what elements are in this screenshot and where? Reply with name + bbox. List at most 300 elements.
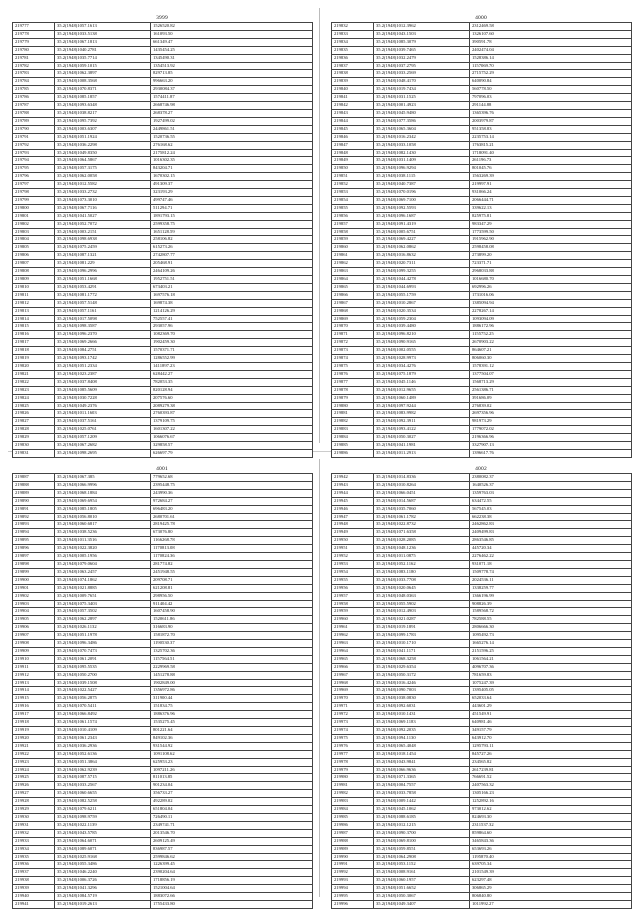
amount-cell: 1640526.37 (470, 481, 632, 489)
amount-cell: 2066444.71 (470, 196, 632, 204)
amount-cell: 673076.80 (151, 529, 313, 537)
amount-cell: 752557.41 (151, 315, 313, 323)
reference-cell: 35.2(1948)1065.4048 (374, 742, 470, 750)
record-id-cell: 219964 (332, 647, 374, 655)
reference-cell: 35.2(1948)1057.1613 (55, 23, 151, 31)
record-id-cell: 219848 (332, 149, 374, 157)
reference-cell: 35.2(1948)1045.1062 (374, 806, 470, 814)
amount-cell: 560778.50 (470, 86, 632, 94)
reference-cell: 35.2(1948)1022.1139 (55, 821, 151, 829)
amount-cell: 811013.85 (151, 774, 313, 782)
record-id-cell: 219777 (13, 23, 55, 31)
record-id-cell: 219786 (13, 94, 55, 102)
table-row (13, 655, 313, 663)
table-row (13, 94, 313, 102)
record-id-cell: 219934 (13, 845, 55, 853)
record-id-cell: 219961 (332, 624, 374, 632)
record-id-cell: 219797 (13, 181, 55, 189)
reference-cell: 35.2(1948)1066.8492 (55, 711, 151, 719)
amount-cell: 1568713.29 (470, 378, 632, 386)
record-id-cell: 219966 (332, 663, 374, 671)
table-row (332, 38, 632, 46)
amount-cell: 2089279.38 (151, 402, 313, 410)
record-id-cell: 219989 (332, 845, 374, 853)
record-id-cell: 219924 (13, 766, 55, 774)
record-id-cell: 219875 (332, 362, 374, 370)
record-id-cell: 219859 (332, 236, 374, 244)
amount-cell: 779652.68 (151, 474, 313, 482)
reference-cell: 35.2(1948)1052.7072 (55, 220, 151, 228)
table-row (332, 323, 632, 331)
page-title: 3999 (156, 15, 168, 21)
record-id-cell: 219815 (13, 323, 55, 331)
reference-cell: 35.2(1948)1010.1431 (374, 711, 470, 719)
reference-cell: 35.2(1948)1092.6031 (374, 703, 470, 711)
reference-cell: 35.2(1948)1069.1183 (374, 719, 470, 727)
record-id-cell: 219890 (13, 497, 55, 505)
reference-cell: 35.2(1948)1049.3407 (374, 900, 470, 908)
reference-cell: 35.2(1948)1016.8632 (374, 252, 470, 260)
reference-cell: 35.2(1948)1025.9168 (55, 853, 151, 861)
record-id-cell: 219784 (13, 78, 55, 86)
reference-cell: 35.2(1948)1062.9239 (55, 766, 151, 774)
amount-cell: 306865.29 (470, 885, 632, 893)
amount-cell: 1354513.92 (151, 62, 313, 70)
reference-cell: 35.2(1948)1003.2151 (55, 228, 151, 236)
amount-cell: 1226399.45 (151, 861, 313, 869)
amount-cell: 1166268.78 (151, 537, 313, 545)
record-id-cell: 219870 (332, 323, 374, 331)
table-row (13, 837, 313, 845)
record-id-cell: 219994 (332, 885, 374, 893)
amount-cell: 2968033.88 (470, 268, 632, 276)
amount-cell: 911404.42 (151, 600, 313, 608)
record-id-cell: 219965 (332, 655, 374, 663)
record-id-cell: 219982 (332, 790, 374, 798)
amount-cell: 845727.26 (470, 750, 632, 758)
reference-cell: 35.2(1948)1093.1742 (55, 355, 151, 363)
table-row (13, 616, 313, 624)
table-row (332, 133, 632, 141)
amount-cell: 1093094.09 (470, 315, 632, 323)
amount-cell: 2278267.14 (470, 307, 632, 315)
record-id-cell: 219990 (332, 853, 374, 861)
table-row (13, 798, 313, 806)
table-row (332, 331, 632, 339)
record-id-cell: 219910 (13, 655, 55, 663)
record-id-cell: 219953 (332, 560, 374, 568)
reference-cell: 35.2(1948)1069.4227 (374, 236, 470, 244)
amount-cell: 1155752.25 (470, 331, 632, 339)
reference-cell: 35.2(1948)1051.1668 (55, 276, 151, 284)
reference-cell: 35.2(1948)1075.2459 (55, 244, 151, 252)
table-row (13, 244, 313, 252)
reference-cell: 35.2(1948)1098.9759 (55, 813, 151, 821)
reference-cell: 35.2(1948)1014.5687 (374, 497, 470, 505)
amount-cell: 2561386.71 (470, 386, 632, 394)
reference-cell: 35.2(1948)1062.2897 (55, 616, 151, 624)
table-row (332, 276, 632, 284)
amount-cell: 1366196.99 (470, 592, 632, 600)
table-row (13, 632, 313, 640)
record-id-cell: 219946 (332, 505, 374, 513)
record-id-cell: 219798 (13, 189, 55, 197)
table-row (332, 885, 632, 893)
reference-cell: 35.2(1948)1096.2996 (55, 268, 151, 276)
reference-cell: 35.2(1948)1033.2569 (374, 70, 470, 78)
reference-cell: 35.2(1948)1073.3010 (55, 196, 151, 204)
table-row (13, 189, 313, 197)
table-row (332, 900, 632, 908)
reference-cell: 35.2(1948)1099.3255 (374, 268, 470, 276)
record-id-cell: 219810 (13, 283, 55, 291)
reference-cell: 35.2(1948)1019.1891 (374, 624, 470, 632)
amount-cell: 640090.84 (470, 78, 632, 86)
record-id-cell: 219892 (13, 513, 55, 521)
amount-cell: 1535275.45 (151, 719, 313, 727)
reference-cell: 35.2(1948)1093.6348 (55, 102, 151, 110)
amount-cell: 2151596.25 (470, 647, 632, 655)
table-row (332, 758, 632, 766)
reference-cell: 35.2(1948)1075.1879 (374, 370, 470, 378)
record-id-cell: 219796 (13, 173, 55, 181)
record-id-cell: 219927 (13, 790, 55, 798)
reference-cell: 35.2(1948)1092.3911 (374, 418, 470, 426)
reference-cell: 35.2(1948)1008.9161 (374, 869, 470, 877)
table-row (332, 220, 632, 228)
amount-cell: 1157564.51 (151, 655, 313, 663)
record-id-cell: 219834 (332, 38, 374, 46)
amount-cell: 2715752.29 (470, 70, 632, 78)
record-id-cell: 219778 (13, 30, 55, 38)
table-row (13, 734, 313, 742)
amount-cell: 205468.91 (151, 260, 313, 268)
reference-cell: 35.2(1948)1066.9636 (374, 766, 470, 774)
amount-cell: 1915962.90 (470, 236, 632, 244)
reference-cell: 35.2(1948)1091.4319 (374, 220, 470, 228)
reference-cell: 35.2(1948)1039.4480 (374, 323, 470, 331)
amount-cell: 323193.29 (151, 189, 313, 197)
reference-cell: 35.2(1948)1096.3486 (55, 640, 151, 648)
amount-cell: 1601307.22 (151, 426, 313, 434)
amount-cell: 1011992.27 (470, 900, 632, 908)
amount-cell: 2599358.75 (151, 220, 313, 228)
table-row (332, 434, 632, 442)
record-id-cell: 219884 (332, 434, 374, 442)
reference-cell: 35.2(1948)1010.2867 (374, 299, 470, 307)
table-row (332, 719, 632, 727)
record-id-cell: 219868 (332, 307, 374, 315)
reference-cell: 35.2(1948)1068.1884 (55, 489, 151, 497)
table-row (13, 70, 313, 78)
table-row (13, 537, 313, 545)
table-row (13, 640, 313, 648)
amount-cell: 1697576.18 (151, 291, 313, 299)
table-row (13, 711, 313, 719)
record-id-cell: 219856 (332, 212, 374, 220)
record-id-cell: 219795 (13, 165, 55, 173)
table-row (332, 782, 632, 790)
table-row (332, 750, 632, 758)
table-row (13, 592, 313, 600)
table-row (332, 268, 632, 276)
amount-cell: 316683.90 (151, 624, 313, 632)
reference-cell: 35.2(1948)1012.9655 (374, 386, 470, 394)
reference-cell: 35.2(1948)1083.9982 (374, 410, 470, 418)
table-row (332, 315, 632, 323)
record-id-cell: 219827 (13, 418, 55, 426)
record-id-cell: 219918 (13, 719, 55, 727)
reference-cell: 35.2(1948)1060.6655 (55, 790, 151, 798)
record-id-cell: 219781 (13, 54, 55, 62)
amount-cell: 161093.50 (151, 30, 313, 38)
reference-cell: 35.2(1948)1092.5593 (374, 204, 470, 212)
reference-cell: 35.2(1948)1060.6817 (55, 521, 151, 529)
table-row (332, 117, 632, 125)
amount-cell: 981973.29 (470, 418, 632, 426)
reference-cell: 35.2(1948)1021.8885 (55, 584, 151, 592)
reference-cell: 35.2(1948)1028.9973 (374, 355, 470, 363)
reference-cell: 35.2(1948)1020.7311 (374, 260, 470, 268)
amount-cell: 2449861.51 (151, 125, 313, 133)
record-id-cell: 219913 (13, 679, 55, 687)
reference-cell: 35.2(1948)1077.3586 (374, 117, 470, 125)
reference-cell: 35.2(1948)1098.6938 (55, 236, 151, 244)
reference-cell: 35.2(1948)1050.2700 (55, 671, 151, 679)
reference-cell: 35.2(1948)1071.3365 (374, 774, 470, 782)
reference-cell: 35.2(1948)1033.7708 (374, 576, 470, 584)
amount-cell: 1520611.86 (151, 616, 313, 624)
amount-cell: 652033.64 (470, 695, 632, 703)
record-id-cell: 219970 (332, 695, 374, 703)
record-id-cell: 219938 (13, 877, 55, 885)
reference-cell: 35.2(1948)1032.2479 (374, 54, 470, 62)
record-id-cell: 219853 (332, 189, 374, 197)
reference-cell: 35.2(1948)1048.4170 (374, 78, 470, 86)
table-row (13, 30, 313, 38)
record-id-cell: 219926 (13, 782, 55, 790)
table-row (13, 252, 313, 260)
table-row (13, 339, 313, 347)
amount-cell: 1520736.55 (151, 133, 313, 141)
amount-cell: 2312469.58 (470, 23, 632, 31)
amount-cell: 1651128.59 (151, 228, 313, 236)
table-row (332, 497, 632, 505)
table-row (332, 869, 632, 877)
table-row (332, 386, 632, 394)
record-id-cell: 219944 (332, 489, 374, 497)
amount-cell: 2670903.22 (470, 339, 632, 347)
table-row (13, 236, 313, 244)
table-row (13, 687, 313, 695)
amount-cell: 836987.57 (151, 845, 313, 853)
amount-cell: 2617239.81 (470, 766, 632, 774)
amount-cell: 859864.60 (470, 829, 632, 837)
record-id-cell: 219840 (332, 86, 374, 94)
reference-cell: 35.2(1948)1016.2342 (374, 133, 470, 141)
reference-cell: 35.2(1948)1030.7228 (55, 394, 151, 402)
table-row (332, 576, 632, 584)
reference-cell: 35.2(1948)1012.5582 (55, 181, 151, 189)
record-id-cell: 219811 (13, 291, 55, 299)
table-row (13, 62, 313, 70)
page-3999 (12, 14, 312, 458)
table-row (13, 750, 313, 758)
record-id-cell: 219878 (332, 386, 374, 394)
reference-cell: 35.2(1948)1041.1981 (374, 442, 470, 450)
reference-cell: 35.2(1948)1022.3820 (55, 545, 151, 553)
table-row (13, 38, 313, 46)
amount-cell: 1190530.37 (151, 640, 313, 648)
reference-cell: 35.2(1948)1012.1215 (374, 821, 470, 829)
record-id-cell: 219908 (13, 640, 55, 648)
table-row (332, 687, 632, 695)
record-id-cell: 219857 (332, 220, 374, 228)
table-row (332, 86, 632, 94)
data-table (12, 22, 313, 458)
record-id-cell: 219962 (332, 632, 374, 640)
table-row (332, 647, 632, 655)
table-row (13, 125, 313, 133)
table-row (13, 829, 313, 837)
table-row (332, 545, 632, 553)
record-id-cell: 219824 (13, 394, 55, 402)
amount-cell: 931544.92 (151, 742, 313, 750)
record-id-cell: 219794 (13, 157, 55, 165)
table-row (13, 695, 313, 703)
amount-cell: 1356972.86 (151, 687, 313, 695)
record-id-cell: 219954 (332, 568, 374, 576)
reference-cell: 35.2(1948)1090.9165 (374, 339, 470, 347)
table-row (13, 442, 313, 450)
table-row (13, 560, 313, 568)
table-row (13, 109, 313, 117)
amount-cell: 3465843.36 (470, 837, 632, 845)
amount-cell: 1305166.23 (470, 790, 632, 798)
table-row (13, 331, 313, 339)
table-row (13, 402, 313, 410)
table-row (13, 212, 313, 220)
table-row (332, 78, 632, 86)
amount-cell: 1718856.19 (151, 877, 313, 885)
amount-cell: 311900.44 (151, 695, 313, 703)
record-id-cell: 219887 (13, 474, 55, 482)
amount-cell: 1091108.62 (151, 750, 313, 758)
table-row (332, 370, 632, 378)
amount-cell: 339622.13 (470, 204, 632, 212)
reference-cell: 35.2(1948)1011.3516 (55, 537, 151, 545)
amount-cell: 2464109.26 (151, 268, 313, 276)
amount-cell: 692996.26 (470, 283, 632, 291)
reference-cell: 35.2(1948)1060.1957 (374, 877, 470, 885)
table-row (332, 23, 632, 31)
table-row (332, 837, 632, 845)
reference-cell: 35.2(1948)1050.3067 (374, 893, 470, 901)
record-id-cell: 219893 (13, 521, 55, 529)
reference-cell: 35.2(1948)1037.2795 (374, 62, 470, 70)
amount-cell: 1773599.50 (470, 228, 632, 236)
amount-cell: 806840.80 (470, 893, 632, 901)
table-row (332, 505, 632, 513)
amount-cell: 151834.75 (151, 703, 313, 711)
table-row (332, 244, 632, 252)
table-row (13, 813, 313, 821)
record-id-cell: 219952 (332, 553, 374, 561)
table-row (13, 782, 313, 790)
reference-cell: 35.2(1948)1040.7387 (374, 181, 470, 189)
amount-cell: 1095492.73 (470, 632, 632, 640)
table-row (332, 798, 632, 806)
reference-cell: 35.2(1948)1062.3897 (55, 70, 151, 78)
reference-cell: 35.2(1948)1008.3568 (55, 78, 151, 86)
reference-cell: 35.2(1948)1057.5148 (55, 299, 151, 307)
table-row (332, 608, 632, 616)
column-divider-bottom (319, 459, 320, 897)
reference-cell: 35.2(1948)1010.1710 (374, 640, 470, 648)
record-id-cell: 219943 (332, 481, 374, 489)
record-id-cell: 219992 (332, 869, 374, 877)
reference-cell: 35.2(1948)1075.3403 (55, 600, 151, 608)
table-row (13, 600, 313, 608)
record-id-cell: 219837 (332, 62, 374, 70)
table-row (13, 307, 313, 315)
record-id-cell: 219830 (13, 442, 55, 450)
reference-cell: 35.2(1948)1049.8350 (55, 149, 151, 157)
reference-cell: 35.2(1948)1067.1813 (55, 38, 151, 46)
reference-cell: 35.2(1948)1069.2666 (55, 339, 151, 347)
record-id-cell: 219813 (13, 307, 55, 315)
table-row (13, 474, 313, 482)
amount-cell: 820128.94 (151, 386, 313, 394)
reference-cell: 35.2(1948)1028.2085 (374, 537, 470, 545)
amount-cell: 1570371.71 (151, 347, 313, 355)
record-id-cell: 219996 (332, 900, 374, 908)
reference-cell: 35.2(1948)1096.1687 (374, 212, 470, 220)
reference-cell: 35.2(1948)1057.3175 (55, 165, 151, 173)
reference-cell: 35.2(1948)1033.2567 (55, 782, 151, 790)
amount-cell: 1574411.87 (151, 94, 313, 102)
column-divider-top (319, 8, 320, 443)
record-id-cell: 219985 (332, 813, 374, 821)
amount-cell: 996663.20 (151, 78, 313, 86)
record-id-cell: 219871 (332, 331, 374, 339)
reference-cell: 35.2(1948)1053.4291 (55, 283, 151, 291)
amount-cell: 2451948.55 (151, 568, 313, 576)
page-4000 (331, 14, 631, 458)
amount-cell: 491309.37 (151, 181, 313, 189)
record-id-cell: 219847 (332, 141, 374, 149)
amount-cell: 2175812.24 (151, 149, 313, 157)
amount-cell: 1902849.00 (151, 679, 313, 687)
table-row (332, 663, 632, 671)
record-id-cell: 219779 (13, 38, 55, 46)
reference-cell: 35.2(1948)1088.6185 (374, 813, 470, 821)
reference-cell: 35.2(1948)1096.9294 (374, 165, 470, 173)
amount-cell: 511294.71 (151, 204, 313, 212)
table-row (332, 584, 632, 592)
amount-cell: 1763815.21 (470, 141, 632, 149)
amount-cell: 972684.27 (151, 497, 313, 505)
reference-cell: 35.2(1948)1033.7858 (374, 790, 470, 798)
amount-cell: 653693.26 (470, 845, 632, 853)
table-row (13, 165, 313, 173)
table-row (13, 355, 313, 363)
reference-cell: 35.2(1948)1092.2035 (374, 727, 470, 735)
amount-cell: 1435454.25 (151, 46, 313, 54)
table-row (13, 394, 313, 402)
reference-cell: 35.2(1948)1095.7392 (55, 117, 151, 125)
reference-cell: 35.2(1948)1002.0555 (374, 347, 470, 355)
